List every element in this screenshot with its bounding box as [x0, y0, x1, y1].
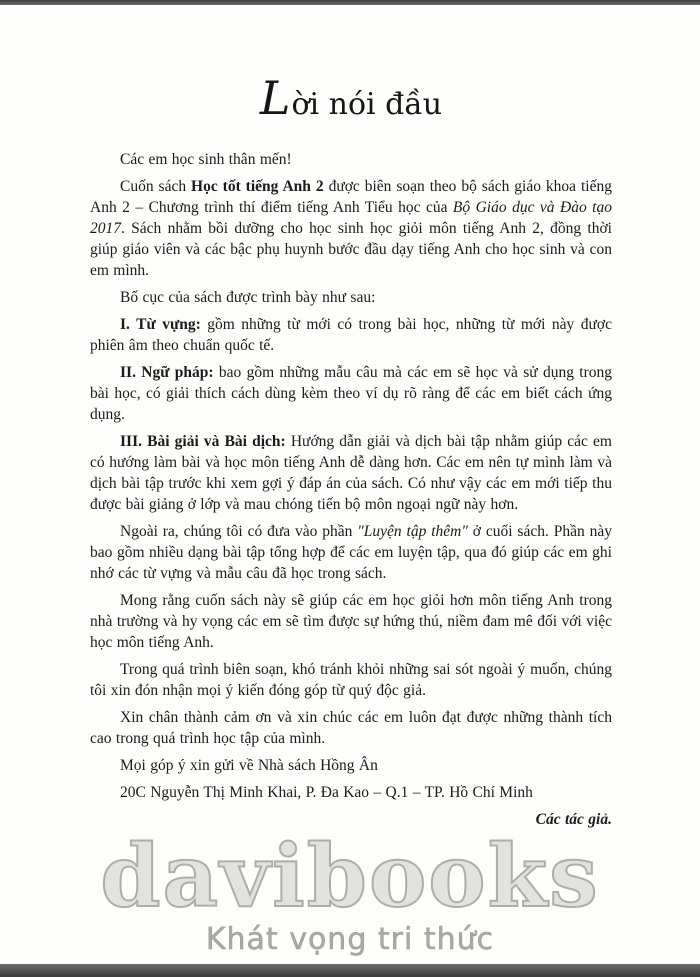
text-run: Các tác giả.: [535, 811, 612, 828]
text-run: Mong rằng cuốn sách này sẽ giúp các em học giỏi hơn môn tiếng Anh trong nhà trường và hy vọng các em sẽ tìm được sự hứng thú, niềm đam mê đối với việc học môn tiếng Anh.: [90, 592, 612, 651]
paragraph: [90, 707, 612, 749]
text-run: "Luyện tập thêm": [357, 523, 468, 540]
text-run: Xin chân thành cảm ơn và xin chúc các em luôn đạt được những thành tích cao trong quá trình học tập của mình.: [90, 709, 612, 747]
paragraph: [90, 287, 612, 308]
scan-edge-bottom: [0, 964, 700, 977]
text-run: III. Bài giải và Bài dịch:: [120, 433, 286, 450]
text-run: ở cuối sách. Phần này bao gồm nhiều dạng bài tập tổng hợp để các em luyện tập, qua đó giúp các em ghi nhớ các từ vựng và mẫu câu đã học trong sách.: [90, 523, 612, 582]
paragraph: [90, 176, 612, 281]
paragraph: [90, 149, 612, 170]
paragraph: [90, 755, 612, 776]
watermark-tagline: Khát vọng tri thức: [205, 922, 495, 957]
text-run: bao gồm những mẫu câu mà các em sẽ học và sử dụng trong bài học, có giải thích cách dùng kèm theo ví dụ rõ ràng để các em biết cách ứng dụng.: [90, 364, 612, 423]
paragraph: [90, 431, 612, 515]
text-run: Trong quá trình biên soạn, khó tránh khỏi những sai sót ngoài ý muốn, chúng tôi xin đón nhận mọi ý kiến đóng góp từ quý độc giả.: [90, 661, 612, 699]
text-run: Bố cục của sách được trình bày như sau:: [120, 289, 376, 306]
text-run: II. Ngữ pháp:: [120, 364, 214, 381]
text-run: 20C Nguyễn Thị Minh Khai, P. Đa Kao – Q.1 – TP. Hồ Chí Minh: [120, 784, 533, 801]
text-run: Mọi góp ý xin gửi về Nhà sách Hồng Ân: [120, 757, 378, 774]
text-run: gồm những từ mới có trong bài học, những từ mới này được phiên âm theo chuẩn quốc tế.: [90, 316, 612, 354]
paragraph: [90, 314, 612, 356]
paragraph: [90, 521, 612, 584]
title-rest: ời nói đầu: [291, 87, 443, 122]
paragraph: [90, 362, 612, 425]
text-run: . Sách nhằm bồi dưỡng cho học sinh học giỏi môn tiếng Anh 2, đồng thời giúp giáo viên và các bậc phụ huynh bước đầu dạy tiếng Anh cho học sinh và con em mình.: [90, 220, 612, 279]
paragraph: [90, 809, 612, 830]
paragraph: [90, 782, 612, 803]
paragraph: [90, 590, 612, 653]
text-run: Hướng dẫn giải và dịch bài tập nhằm giúp các em có hướng làm bài và học môn tiếng Anh dễ dàng hơn. Các em nên tự mình làm và dịch bài tập trước khi xem gợi ý đáp án của sách. Có như vậy các em mới tiếp thu được bài giảng ở lớp và mau chóng tiến bộ môn ngoại ngữ này hơn.: [90, 433, 612, 513]
text-run: Cuốn sách: [120, 178, 192, 195]
text-run: được biên soạn theo bộ sách giáo khoa tiếng Anh 2 – Chương trình thí điểm tiếng Anh Tiểu học của: [90, 178, 612, 216]
page-title: [90, 71, 612, 129]
text-run: Bộ Giáo dục và Đào tạo 2017: [90, 199, 612, 237]
title-initial: L: [259, 71, 291, 125]
document-body: [90, 149, 612, 830]
text-run: Ngoài ra, chúng tôi có đưa vào phần: [120, 523, 358, 540]
text-run: Học tốt tiếng Anh 2: [191, 178, 324, 195]
text-run: Các em học sinh thân mến!: [120, 151, 292, 168]
watermark-logo-text: davibooks: [100, 826, 600, 928]
paragraph: [90, 659, 612, 701]
text-run: I. Từ vựng:: [120, 316, 201, 333]
